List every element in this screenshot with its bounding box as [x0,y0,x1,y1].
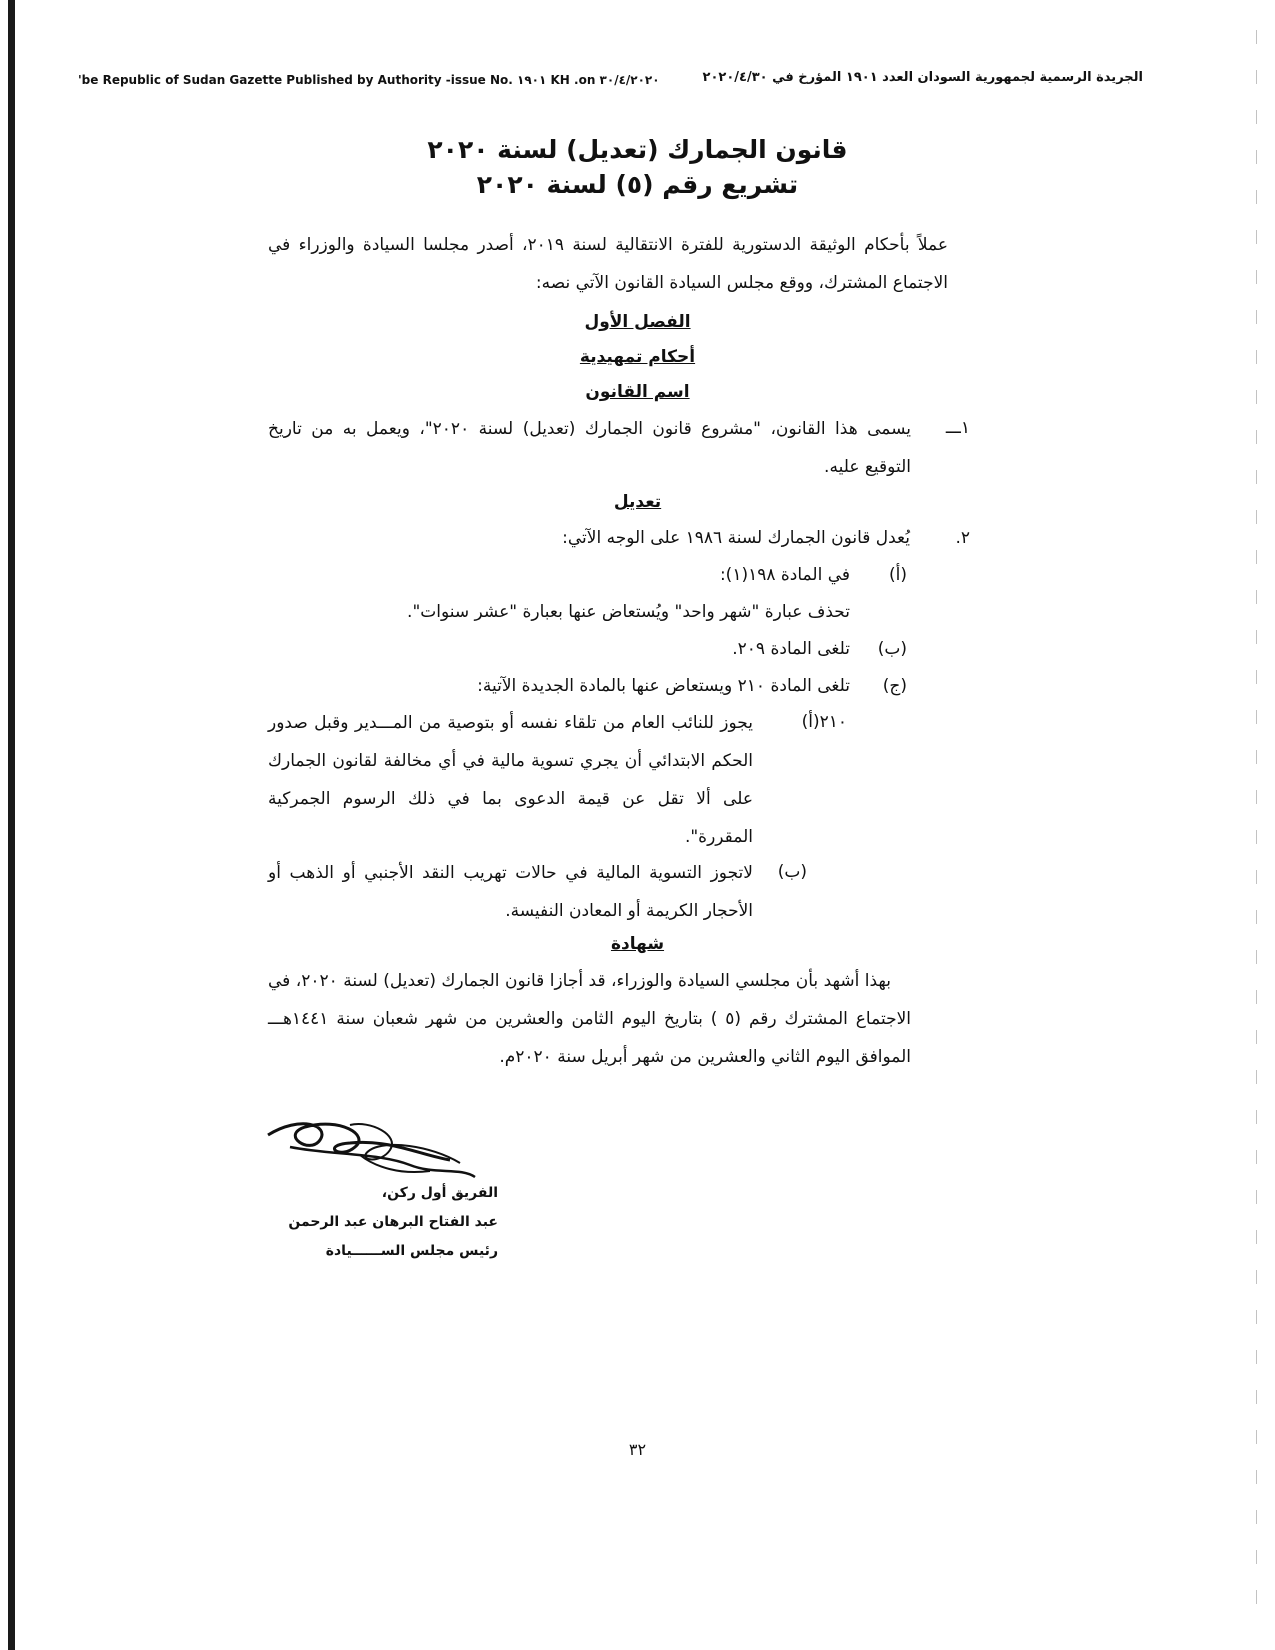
scan-edge-right [1256,30,1257,1630]
clause-c-marker: (ج) [882,676,907,696]
signatory-rank: الفريق أول ركن، [381,1185,498,1201]
gazette-header-arabic: الجريدة الرسمية لجمهورية السودان العدد ١٩٠١ المؤرخ في ٢٠٢٠/٤/٣٠ [702,70,1143,85]
new-article-a-text: يجوز للنائب العام من تلقاء نفسه أو بتوصية من المـــدير وقبل صدور الحكم الابتدائي أن يجري تسوية مالية في أي مخالفة لقانون الجمارك على ألا تقل عن قيمة الدعوى بما في ذلك الرسوم الجمركية المقررة". [268,713,753,847]
signature-block [260,1100,540,1300]
section1-number: ١ـــ [945,418,970,438]
new-article-b-text: لاتجوز التسوية المالية في حالات تهريب النقد الأجنبي أو الذهب أو الأحجار الكريمة أو المعادن النفيسة. [268,863,753,921]
law-title: قانون الجمارك (تعديل) لسنة ٢٠٢٠ [427,135,848,164]
scan-edge-left [8,0,15,1650]
section2-heading: تعديل [613,492,662,512]
section2-intro: يُعدل قانون الجمارك لسنة ١٩٨٦ على الوجه الآتي: [562,528,910,548]
signatory-name: عبد الفتاح البرهان عبد الرحمن [288,1214,498,1230]
page-number: ٣٢ [628,1440,647,1459]
gazette-header-english: 'be Republic of Sudan Gazette Published by Authority -issue No. ١٩٠١ KH .on ٣٠/٤/٢٠٢٠ [78,73,660,87]
handwritten-signature [260,1105,490,1195]
new-article-a-marker: ٢١٠(أ) [801,712,847,732]
legislation-number: تشريع رقم (٥) لسنة ٢٠٢٠ [476,170,799,199]
chapter-subtitle: أحكام تمهيدية [579,347,696,367]
section2-number: ٢. [955,528,970,548]
section1-heading: اسم القانون [585,382,690,402]
preamble: عملاً بأحكام الوثيقة الدستورية للفترة الانتقالية لسنة ٢٠١٩، أصدر مجلسا السيادة والوزراء في الاجتماع المشترك، ووقع مجلس السيادة القانون الآتي نصه: [268,235,949,293]
section1-text: يسمى هذا القانون، "مشروع قانون الجمارك (تعديل) لسنة ٢٠٢٠"، ويعمل به من تاريخ التوقيع عليه. [268,419,912,477]
clause-a-text: في المادة ١٩٨(١): [719,565,850,585]
clause-a-marker: (أ) [889,565,907,585]
signatory-office: رئيس مجلس الســــــيادة [325,1243,498,1259]
clause-b-marker: (ب) [877,639,907,659]
certificate-text: بهذا أشهد بأن مجلسي السيادة والوزراء، قد أجازا قانون الجمارك (تعديل) لسنة ٢٠٢٠، في الاجتماع المشترك رقم (٥ ) بتاريخ اليوم الثامن والعشرين من شهر شعبان سنة ١٤٤١هـــ الموافق اليوم الثاني والعشرين من شهر أبريل سنة ٢٠٢٠م. [268,971,911,1067]
clause-c-text: تلغى المادة ٢١٠ ويستعاض عنها بالمادة الجديدة الآتية: [477,676,850,696]
clause-a-detail: تحذف عبارة "شهر واحد" ويُستعاض عنها بعبارة "عشر سنوات". [407,602,850,622]
clause-b-text: تلغى المادة ٢٠٩. [732,639,850,659]
new-article-b-marker: (ب) [777,862,807,882]
gazette-header [78,70,1143,90]
chapter-title: الفصل الأول [584,312,691,332]
certificate-heading: شهادة [610,934,665,954]
